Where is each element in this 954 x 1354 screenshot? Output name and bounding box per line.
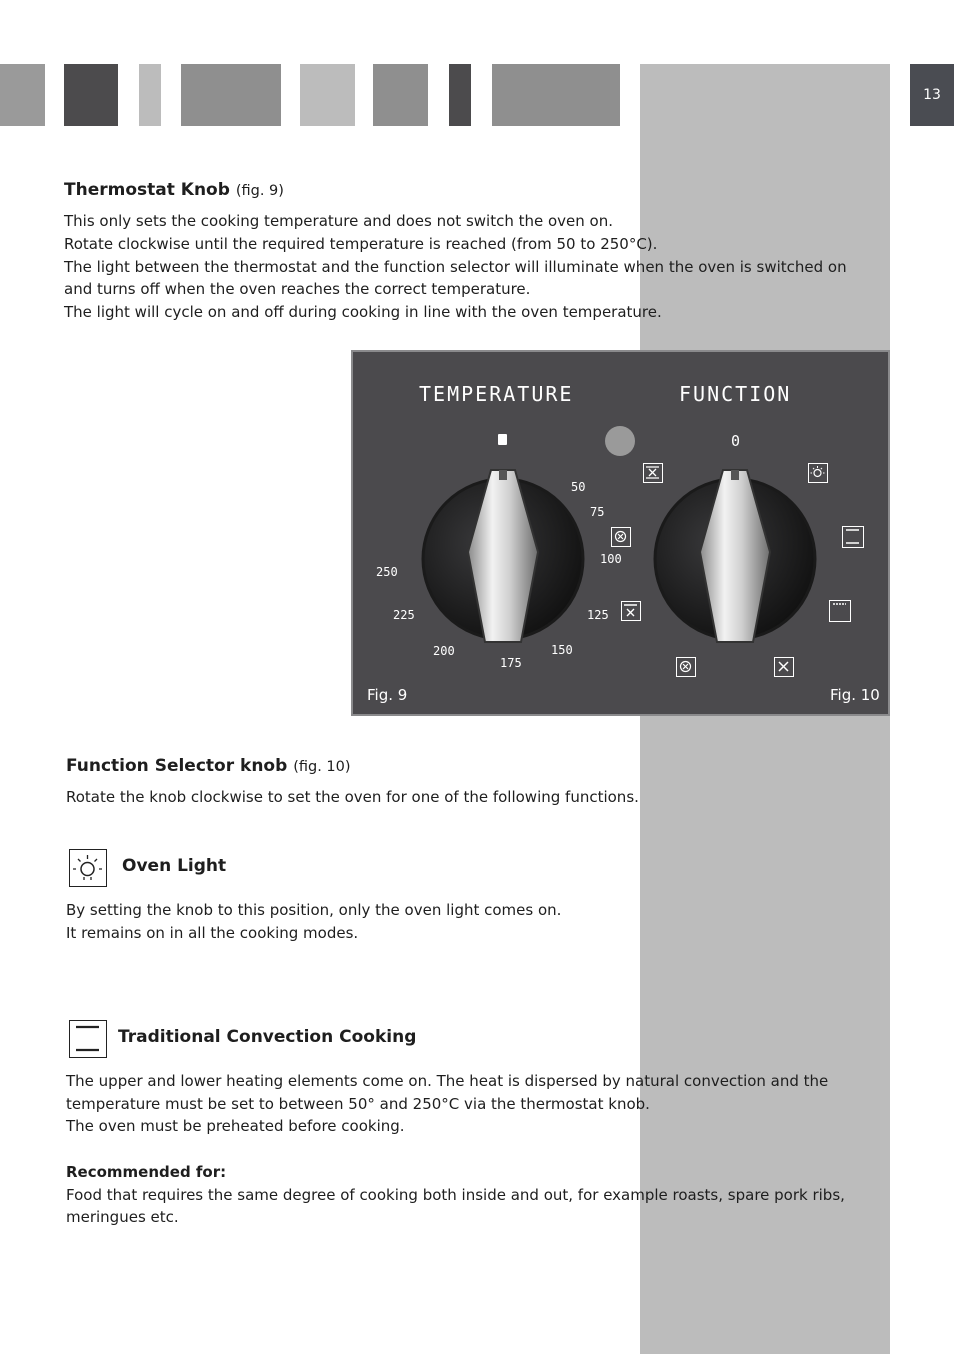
oven-light-line: By setting the knob to this position, only the oven light comes on. <box>66 901 562 919</box>
function-selector-heading: Function Selector knob (fig. 10) <box>66 756 351 776</box>
thermostat-line: This only sets the cooking temperature and does not switch the oven on. <box>64 212 613 230</box>
temp-label: 225 <box>393 608 415 622</box>
header-band <box>139 64 161 126</box>
fan-icon <box>611 527 631 547</box>
traditional-line: temperature must be set to between 50° and 250°C via the thermostat knob. <box>66 1095 650 1113</box>
thermostat-line: The light will cycle on and off during cooking in line with the oven temperature. <box>64 303 662 321</box>
header-band <box>0 64 45 126</box>
temp-label: 175 <box>500 656 522 670</box>
grill-fan-icon <box>643 463 663 483</box>
header-band <box>64 64 118 126</box>
temp-label: 125 <box>587 608 609 622</box>
oven-light-icon <box>808 463 828 483</box>
fan-icon <box>676 657 696 677</box>
indicator-light <box>605 426 635 456</box>
top-element-icon <box>829 600 851 622</box>
grill-fan-icon <box>621 601 641 621</box>
control-panel-figure <box>351 350 890 716</box>
fig10-label: Fig. 10 <box>830 686 880 704</box>
oven-light-heading: Oven Light <box>122 856 227 876</box>
traditional-line: The oven must be preheated before cooking. <box>66 1117 405 1135</box>
thermostat-pointer <box>499 470 507 480</box>
function-title: FUNCTION <box>679 382 792 406</box>
temp-label: 200 <box>433 644 455 658</box>
traditional-line: The upper and lower heating elements come on. The heat is dispersed by natural convection and the <box>66 1072 829 1090</box>
temperature-off-marker <box>498 434 507 445</box>
oven-light-icon <box>69 849 107 887</box>
temp-label: 100 <box>600 552 622 566</box>
header-band <box>373 64 428 126</box>
function-off-label: 0 <box>731 432 741 450</box>
recommended-line: Food that requires the same degree of cooking both inside and out, for example roasts, spare pork ribs, <box>66 1186 845 1204</box>
function-pointer <box>731 470 739 480</box>
thermostat-heading: Thermostat Knob (fig. 9) <box>64 180 284 200</box>
header-band <box>449 64 471 126</box>
recommended-line: meringues etc. <box>66 1208 179 1226</box>
header-band <box>300 64 355 126</box>
temp-label: 250 <box>376 565 398 579</box>
thermostat-line: Rotate clockwise until the required temperature is reached (from 50 to 250°C). <box>64 235 658 253</box>
thermostat-line: The light between the thermostat and the function selector will illuminate when the oven is switched on <box>64 258 847 276</box>
convection-icon <box>69 1020 107 1058</box>
fig9-label: Fig. 9 <box>367 686 408 704</box>
temp-label: 150 <box>551 643 573 657</box>
traditional-heading: Traditional Convection Cooking <box>118 1027 417 1047</box>
function-selector-text: Rotate the knob clockwise to set the oven for one of the following functions. <box>66 788 639 806</box>
thermostat-line: and turns off when the oven reaches the correct temperature. <box>64 280 531 298</box>
temp-label: 75 <box>590 505 605 519</box>
convection-icon <box>842 526 864 548</box>
temp-label: 50 <box>571 480 586 494</box>
header-band <box>492 64 620 126</box>
recommended-label: Recommended for: <box>66 1163 227 1181</box>
temperature-title: TEMPERATURE <box>419 382 574 406</box>
header-band <box>181 64 281 126</box>
oven-light-line: It remains on in all the cooking modes. <box>66 924 359 942</box>
grill-icon <box>774 657 794 677</box>
page-number: 13 <box>910 64 954 126</box>
